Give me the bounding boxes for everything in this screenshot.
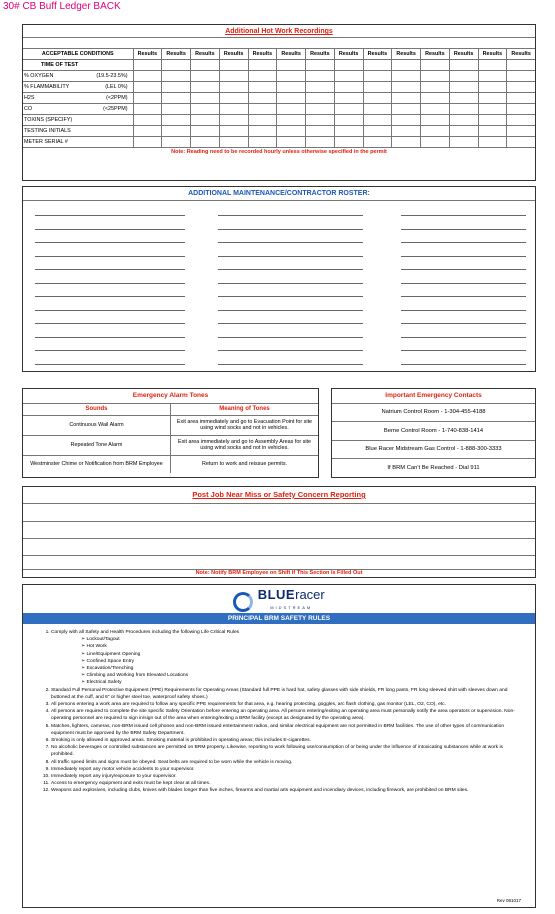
result-cell[interactable] <box>449 60 478 71</box>
roster-entry-line[interactable] <box>35 296 185 297</box>
result-cell[interactable] <box>507 126 535 137</box>
alarm-meaning: Exit area immediately and go to Assembly Areas for site using wind socks and not in vehicles. <box>171 435 319 455</box>
result-cell[interactable] <box>449 71 478 82</box>
result-cell[interactable] <box>162 126 191 137</box>
roster-entry-line[interactable] <box>218 310 363 311</box>
result-cell[interactable] <box>248 104 277 115</box>
result-cell[interactable] <box>363 104 392 115</box>
roster-entry-line[interactable] <box>35 215 185 216</box>
condition-label <box>23 115 133 126</box>
result-cell[interactable] <box>277 126 306 137</box>
result-cell[interactable] <box>162 93 191 104</box>
condition-name: % FLAMMABILITY <box>24 84 70 90</box>
result-cell[interactable] <box>133 82 162 93</box>
result-cell[interactable] <box>478 104 507 115</box>
condition-value: (<25PPM) <box>103 106 128 112</box>
result-cell[interactable] <box>363 115 392 126</box>
result-cell[interactable] <box>421 60 450 71</box>
result-cell[interactable] <box>507 71 535 82</box>
near-miss-note: Note: Notify BRM Employee on Shift If This Section Is Filled Out <box>195 570 363 576</box>
alarm-meaning: Return to work and reissue permits. <box>171 455 319 473</box>
roster-entry-line[interactable] <box>35 350 185 351</box>
roster-entry-line[interactable] <box>218 229 363 230</box>
result-cell[interactable] <box>334 115 363 126</box>
emergency-contact: Natrium Control Room - 1-304-455-4188 <box>332 403 535 422</box>
arrow-bullet-icon: ➢ <box>81 651 87 657</box>
condition-label <box>23 126 133 137</box>
hot-work-note: Note: Reading need to be recorded hourly unless otherwise specified in the permit <box>171 149 387 155</box>
result-cell[interactable] <box>392 126 421 137</box>
hot-work-header-row <box>23 49 535 60</box>
condition-name: TIME OF TEST <box>41 62 79 68</box>
result-cell[interactable] <box>363 71 392 82</box>
result-cell[interactable] <box>191 60 220 71</box>
result-cell[interactable] <box>363 93 392 104</box>
result-cell[interactable] <box>478 71 507 82</box>
result-cell[interactable] <box>449 82 478 93</box>
result-cell[interactable] <box>507 93 535 104</box>
roster-entry-line[interactable] <box>218 256 363 257</box>
col-results: Results <box>133 49 162 60</box>
safety-rule-text: Immediately report any injury/exposure to your supervisor. <box>51 774 177 780</box>
result-cell[interactable] <box>162 71 191 82</box>
result-cell[interactable] <box>191 104 220 115</box>
roster-entry-line[interactable] <box>401 364 526 365</box>
roster-entry-line[interactable] <box>35 269 185 270</box>
result-cell[interactable] <box>191 115 220 126</box>
arrow-bullet-icon: ➢ <box>81 658 87 664</box>
result-cell[interactable] <box>334 71 363 82</box>
result-cell[interactable] <box>421 104 450 115</box>
hot-work-row <box>23 71 535 82</box>
col-results: Results <box>478 49 507 60</box>
safety-rule-text: All persons entering a work area are required to follow any specific PPE requirements for that area, e.g. hearing protecting, goggles, arc flash clothing, gas monitor (LEL, O2, CO), etc. <box>51 702 446 708</box>
result-cell[interactable] <box>162 104 191 115</box>
contacts-section <box>331 388 536 478</box>
result-cell[interactable] <box>306 126 335 137</box>
result-cell[interactable] <box>248 126 277 137</box>
hot-work-table <box>23 48 535 148</box>
result-cell[interactable] <box>248 71 277 82</box>
roster-entry-line[interactable] <box>218 283 363 284</box>
rules-title: PRINCIPAL BRM SAFETY RULES <box>23 613 535 624</box>
result-cell[interactable] <box>306 71 335 82</box>
result-cell[interactable] <box>219 60 248 71</box>
roster-entry-line[interactable] <box>218 323 363 324</box>
col-results: Results <box>421 49 450 60</box>
alarm-sound: Repeated Tone Alarm <box>23 435 171 455</box>
result-cell[interactable] <box>133 126 162 137</box>
safety-rule-text: Smoking is only allowed in approved areas. Smoking material is prohibited in operating areas; this includes E-cigarettes. <box>51 738 311 744</box>
result-cell[interactable] <box>392 104 421 115</box>
result-cell[interactable] <box>133 93 162 104</box>
hot-work-row <box>23 126 535 137</box>
col-results: Results <box>306 49 335 60</box>
condition-name: TOXINS (SPECIFY) <box>24 117 73 123</box>
result-cell[interactable] <box>478 82 507 93</box>
logo-text-blue: BLUE <box>257 587 296 602</box>
arrow-bullet-icon: ➢ <box>81 673 87 679</box>
result-cell[interactable] <box>478 60 507 71</box>
life-critical-rule <box>81 665 527 672</box>
result-cell[interactable] <box>507 82 535 93</box>
alarm-row <box>23 455 318 473</box>
roster-entry-line[interactable] <box>401 269 526 270</box>
safety-rule <box>51 787 527 794</box>
result-cell[interactable] <box>421 137 450 148</box>
roster-entry-line[interactable] <box>35 310 185 311</box>
result-cell[interactable] <box>334 60 363 71</box>
col-results: Results <box>277 49 306 60</box>
rev-label: Rev 081017 <box>496 898 521 903</box>
safety-rule <box>51 773 527 780</box>
col-results: Results <box>191 49 220 60</box>
alarm-col-sounds: Sounds <box>23 403 171 415</box>
roster-entry-line[interactable] <box>401 242 526 243</box>
life-critical-rule-text: Hot Work <box>86 644 107 650</box>
safety-rule-text: All traffic speed limits and signs must be obeyed. Seat belts are required to be worn while the vehicle is moving. <box>51 759 293 765</box>
roster-entry-line[interactable] <box>218 269 363 270</box>
hot-work-row <box>23 60 535 71</box>
result-cell[interactable] <box>306 82 335 93</box>
roster-entry-line[interactable] <box>35 256 185 257</box>
roster-entry-line[interactable] <box>401 256 526 257</box>
result-cell[interactable] <box>478 126 507 137</box>
emergency-contact: Blue Racer Midstream Gas Control - 1-888-300-3333 <box>332 440 535 459</box>
result-cell[interactable] <box>191 137 220 148</box>
result-cell[interactable] <box>306 60 335 71</box>
safety-rule <box>51 766 527 773</box>
roster-section <box>22 186 536 372</box>
life-critical-rule-text: Line/Equipment Opening <box>86 651 141 657</box>
life-critical-rule <box>81 672 527 679</box>
safety-rule <box>51 629 527 687</box>
result-cell[interactable] <box>334 82 363 93</box>
near-miss-section <box>22 486 536 578</box>
result-cell[interactable] <box>191 71 220 82</box>
result-cell[interactable] <box>449 93 478 104</box>
arrow-bullet-icon: ➢ <box>81 666 87 672</box>
result-cell[interactable] <box>191 93 220 104</box>
alarm-section <box>22 388 319 478</box>
safety-rule <box>51 701 527 708</box>
page-title: 30# CB Buff Ledger BACK <box>3 1 121 12</box>
result-cell[interactable] <box>133 71 162 82</box>
result-cell[interactable] <box>421 71 450 82</box>
roster-entry-line[interactable] <box>35 242 185 243</box>
roster-entry-line[interactable] <box>35 323 185 324</box>
result-cell[interactable] <box>421 115 450 126</box>
result-cell[interactable] <box>478 137 507 148</box>
col-results: Results <box>334 49 363 60</box>
life-critical-rule <box>81 636 527 643</box>
roster-entry-line[interactable] <box>218 350 363 351</box>
hot-work-row <box>23 82 535 93</box>
near-miss-title: Post Job Near Miss or Safety Concern Reporting <box>192 490 366 499</box>
result-cell[interactable] <box>219 71 248 82</box>
result-cell[interactable] <box>421 82 450 93</box>
safety-rule-text: Standard Full Personal Protective Equipment (PPE) Requirements for Operating Areas (Standard full PPE is hard hat, safety glasses with side shields, FR long pants, FR long sleeved shirt with sleeves down and buttoned at the cuff, and 6" or higher steel toe, waterproof safety shoes.) <box>51 687 508 700</box>
result-cell[interactable] <box>277 93 306 104</box>
result-cell[interactable] <box>507 115 535 126</box>
roster-entry-line[interactable] <box>35 283 185 284</box>
condition-name: H2S <box>24 95 35 101</box>
brm-logo <box>23 585 535 613</box>
emergency-contact: Berne Control Room - 1-740-838-1414 <box>332 422 535 441</box>
result-cell[interactable] <box>392 71 421 82</box>
result-cell[interactable] <box>162 82 191 93</box>
col-results: Results <box>449 49 478 60</box>
life-critical-rule <box>81 679 527 686</box>
result-cell[interactable] <box>219 137 248 148</box>
col-acceptable-conditions: ACCEPTABLE CONDITIONS <box>23 49 133 60</box>
alarm-col-meaning: Meaning of Tones <box>171 403 319 415</box>
result-cell[interactable] <box>248 82 277 93</box>
col-results: Results <box>363 49 392 60</box>
result-cell[interactable] <box>392 60 421 71</box>
arrow-bullet-icon: ➢ <box>81 680 87 686</box>
hot-work-row <box>23 115 535 126</box>
condition-name: TESTING INITIALS <box>24 128 71 134</box>
result-cell[interactable] <box>449 137 478 148</box>
result-cell[interactable] <box>507 104 535 115</box>
condition-value: (19.5-23.5%) <box>96 73 128 79</box>
roster-entry-line[interactable] <box>401 229 526 230</box>
result-cell[interactable] <box>421 93 450 104</box>
condition-name: METER SERIAL # <box>24 139 68 145</box>
result-cell[interactable] <box>133 60 162 71</box>
result-cell[interactable] <box>219 115 248 126</box>
hot-work-row <box>23 137 535 148</box>
safety-rule <box>51 744 527 758</box>
col-results: Results <box>219 49 248 60</box>
roster-entry-line[interactable] <box>401 296 526 297</box>
result-cell[interactable] <box>191 82 220 93</box>
result-cell[interactable] <box>191 126 220 137</box>
result-cell[interactable] <box>277 115 306 126</box>
safety-rule <box>51 687 527 701</box>
rules-section <box>22 584 536 908</box>
result-cell[interactable] <box>277 104 306 115</box>
life-critical-rule-text: Confined Space Entry <box>86 658 135 664</box>
result-cell[interactable] <box>162 137 191 148</box>
life-critical-rule-text: Excavation/Trenching <box>86 666 134 672</box>
rules-list <box>23 629 535 795</box>
result-cell[interactable] <box>363 82 392 93</box>
safety-rule <box>51 708 527 722</box>
safety-rule <box>51 737 527 744</box>
alarm-sound: Continuous Wail Alarm <box>23 415 171 435</box>
life-critical-rule-text: Electrical Safety <box>86 680 122 686</box>
result-cell[interactable] <box>277 71 306 82</box>
result-cell[interactable] <box>363 126 392 137</box>
result-cell[interactable] <box>392 137 421 148</box>
roster-entry-line[interactable] <box>401 337 526 338</box>
safety-rule-text: Weapons and explosives, including clubs, knives with blades longer than five inches, firearms and martial arts equipment and incendiary devices, including firework, are prohibited on BRM sites. <box>51 788 469 794</box>
result-cell[interactable] <box>277 137 306 148</box>
result-cell[interactable] <box>421 126 450 137</box>
condition-name: % OXYGEN <box>24 73 54 79</box>
safety-rule-text: Immediately report any motor vehicle accidents to your supervisor. <box>51 766 195 772</box>
condition-label <box>23 104 133 115</box>
alarm-sound: Westminster Chime or Notification from BRM Employee <box>23 455 171 473</box>
roster-entry-line[interactable] <box>401 283 526 284</box>
hot-work-section <box>22 24 536 181</box>
col-results: Results <box>248 49 277 60</box>
alarm-row <box>23 435 318 455</box>
result-cell[interactable] <box>478 93 507 104</box>
result-cell[interactable] <box>392 82 421 93</box>
result-cell[interactable] <box>334 104 363 115</box>
roster-entry-line[interactable] <box>401 350 526 351</box>
result-cell[interactable] <box>248 137 277 148</box>
condition-label <box>23 71 133 82</box>
result-cell[interactable] <box>449 104 478 115</box>
roster-entry-line[interactable] <box>218 364 363 365</box>
result-cell[interactable] <box>219 104 248 115</box>
result-cell[interactable] <box>507 60 535 71</box>
hot-work-title: Additional Hot Work Recordings <box>23 25 535 38</box>
condition-label <box>23 60 133 71</box>
safety-rule-text: All persons are required to complete the site specific Safety Orientation before entering an operating area. All persons entering/exiting an operating area must personally notify the area operators or supervision. Non-operating personnel are required to sign in/sign out of the area when entering/exiting a BRM facility (except as designated by the operating area). <box>51 709 515 722</box>
emergency-contact: If BRM Can't Be Reached - Dial 911 <box>332 459 535 478</box>
roster-entry-line[interactable] <box>218 296 363 297</box>
result-cell[interactable] <box>219 82 248 93</box>
logo-text-racer: racer <box>295 587 325 602</box>
safety-rule-text: No alcoholic beverages or controlled substances are permitted on BRM property. Likewise, reporting to work following use/consumption of or being under the influence of intoxicating substances while at work is prohibited. <box>51 745 503 758</box>
arrow-bullet-icon: ➢ <box>81 644 87 650</box>
result-cell[interactable] <box>478 115 507 126</box>
result-cell[interactable] <box>449 115 478 126</box>
result-cell[interactable] <box>219 126 248 137</box>
safety-rule <box>51 780 527 787</box>
col-results: Results <box>162 49 191 60</box>
roster-entry-line[interactable] <box>218 242 363 243</box>
result-cell[interactable] <box>392 115 421 126</box>
result-cell[interactable] <box>334 93 363 104</box>
col-results: Results <box>392 49 421 60</box>
result-cell[interactable] <box>162 60 191 71</box>
result-cell[interactable] <box>277 82 306 93</box>
result-cell[interactable] <box>248 60 277 71</box>
condition-name: CO <box>24 106 33 112</box>
condition-label <box>23 93 133 104</box>
roster-entry-line[interactable] <box>35 229 185 230</box>
life-critical-rule <box>81 651 527 658</box>
life-critical-rule-text: Climbing and Working from Elevated Locations <box>86 673 189 679</box>
result-cell[interactable] <box>133 115 162 126</box>
condition-label <box>23 82 133 93</box>
safety-rule-text: Access to emergency equipment and exits must be kept clear at all times. <box>51 781 211 787</box>
result-cell[interactable] <box>306 93 335 104</box>
col-results: Results <box>507 49 535 60</box>
roster-entry-line[interactable] <box>218 215 363 216</box>
roster-entry-line[interactable] <box>401 310 526 311</box>
result-cell[interactable] <box>162 115 191 126</box>
life-critical-rule <box>81 643 527 650</box>
result-cell[interactable] <box>277 60 306 71</box>
roster-title: ADDITIONAL MAINTENANCE/CONTRACTOR ROSTER: <box>23 187 535 201</box>
result-cell[interactable] <box>306 104 335 115</box>
roster-entry-line[interactable] <box>218 337 363 338</box>
hot-work-row <box>23 104 535 115</box>
result-cell[interactable] <box>248 115 277 126</box>
alarm-row <box>23 415 318 435</box>
result-cell[interactable] <box>449 126 478 137</box>
roster-entry-line[interactable] <box>401 323 526 324</box>
logo-swoosh-icon <box>233 592 253 612</box>
roster-entry-line[interactable] <box>35 364 185 365</box>
result-cell[interactable] <box>306 137 335 148</box>
safety-rule-text: Matches, lighters, cameras, non-BRM issued cell phones and non-BRM issued entertainment radios, and similar electrical equipment are not permitted in BRM facilities. The use of other types of communication equipment must be approved by the BRM Safety Department. <box>51 723 505 736</box>
result-cell[interactable] <box>392 93 421 104</box>
result-cell[interactable] <box>219 93 248 104</box>
condition-value: (LEL 0%) <box>105 84 128 90</box>
safety-rule <box>51 759 527 766</box>
result-cell[interactable] <box>248 93 277 104</box>
result-cell[interactable] <box>306 115 335 126</box>
result-cell[interactable] <box>363 137 392 148</box>
result-cell[interactable] <box>334 126 363 137</box>
safety-rule-text: Comply with all Safety and Health Procedures including the following Life Critical Rules <box>51 630 240 635</box>
alarm-meaning: Exit area immediately and go to Evacuation Point for site using wind socks and not in vehicles. <box>171 415 319 435</box>
roster-entry-line[interactable] <box>35 337 185 338</box>
life-critical-rule <box>81 658 527 665</box>
life-critical-rule-text: Lockout/Tagout <box>86 637 120 643</box>
result-cell[interactable] <box>334 137 363 148</box>
result-cell[interactable] <box>363 60 392 71</box>
result-cell[interactable] <box>133 104 162 115</box>
contacts-title: Important Emergency Contacts <box>332 389 535 403</box>
safety-rule <box>51 723 527 737</box>
logo-text-sub: MIDSTREAM <box>270 605 313 610</box>
roster-entry-line[interactable] <box>401 215 526 216</box>
alarm-title: Emergency Alarm Tones <box>23 389 318 403</box>
result-cell[interactable] <box>507 137 535 148</box>
hot-work-row <box>23 93 535 104</box>
arrow-bullet-icon: ➢ <box>81 637 87 643</box>
result-cell[interactable] <box>133 137 162 148</box>
condition-label <box>23 137 133 148</box>
condition-value: (<2PPM) <box>106 95 128 101</box>
